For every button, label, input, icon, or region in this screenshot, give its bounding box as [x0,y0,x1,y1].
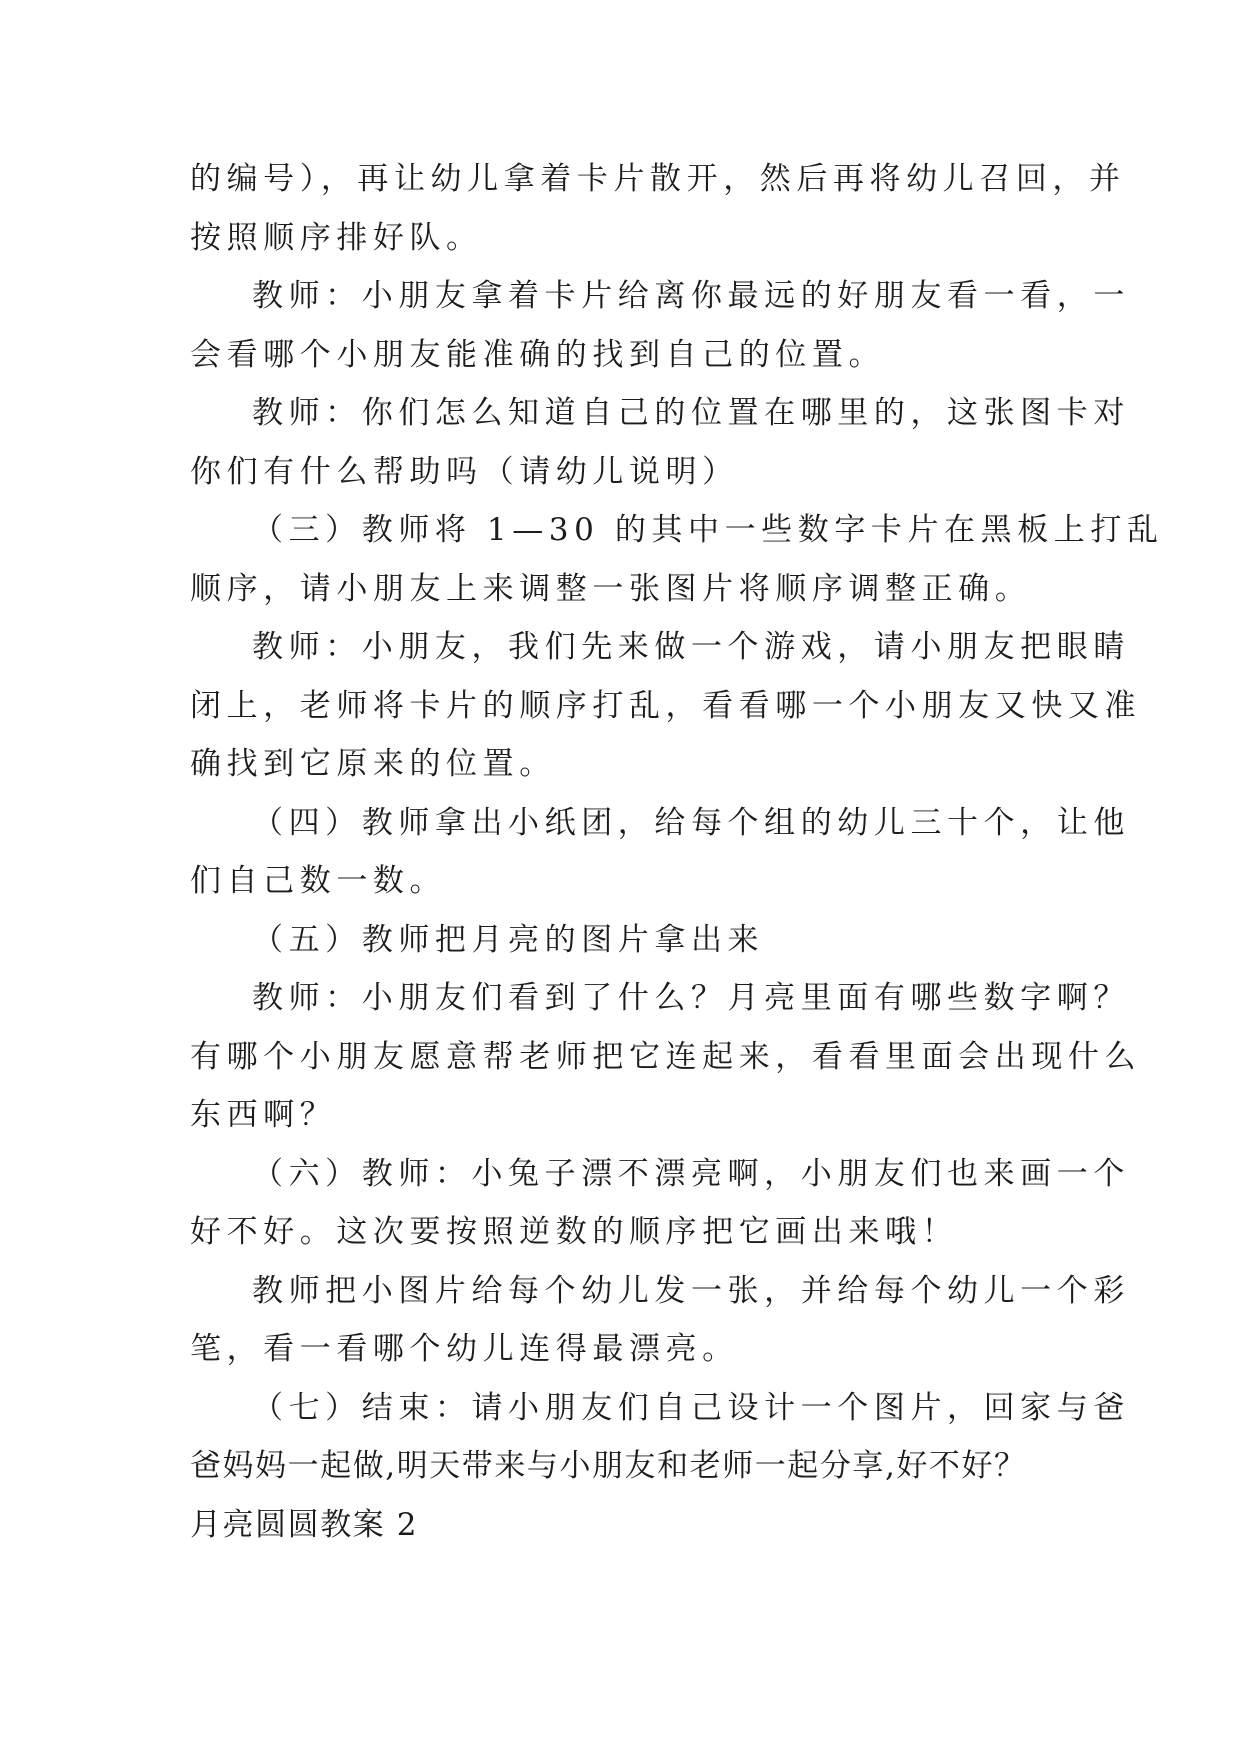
text-line: 好不好。这次要按照逆数的顺序把它画出来哦！ [190,1214,959,1250]
text-line: （六）教师：小兔子漂不漂亮啊，小朋友们也来画一个 [252,1155,1130,1192]
text-line: （三）教师将 1—30 的其中一些数字卡片在黑板上打乱 [252,512,1164,548]
text-line: （七）结束：请小朋友们自己设计一个图片，回家与爸 [252,1389,1130,1426]
text-line: 爸妈妈一起做,明天带来与小朋友和老师一起分享,好不好？ [190,1448,1027,1484]
text-line: 你们有什么帮助吗（请幼儿说明） [190,453,739,490]
document-body [190,150,1164,1554]
text-line: 教师：小朋友们看到了什么？月亮里面有哪些数字啊？ [252,980,1130,1016]
text-line: 有哪个小朋友愿意帮老师把它连起来，看看里面会出现什么 [190,1038,1142,1075]
text-line: 闭上，老师将卡片的顺序打乱，看看哪一个小朋友又快又准 [190,687,1142,724]
text-line: 按照顺序排好队。 [190,219,483,256]
text-line: 笔，看一看哪个幼儿连得最漂亮。 [190,1331,739,1367]
text-line: 顺序，请小朋友上来调整一张图片将顺序调整正确。 [190,570,1032,607]
text-line: 会看哪个小朋友能准确的找到自己的位置。 [190,336,886,373]
text-line: 教师把小图片给每个幼儿发一张，并给每个幼儿一个彩 [252,1272,1130,1309]
text-line: （五）教师把月亮的图片拿出来 [252,921,765,958]
text-line: 教师：小朋友，我们先来做一个游戏，请小朋友把眼睛 [252,629,1130,665]
text-line: 们自己数一数。 [190,863,447,899]
text-line: （四）教师拿出小纸团，给每个组的幼儿三十个，让他 [252,804,1130,841]
text-line: 的编号），再让幼儿拿着卡片散开，然后再将幼儿召回，并 [190,161,1126,197]
text-line: 教师：你们怎么知道自己的位置在哪里的，这张图卡对 [252,395,1130,431]
text-line: 月亮圆圆教案 2 [190,1506,418,1543]
text-line: 教师：小朋友拿着卡片给离你最远的好朋友看一看，一 [252,278,1130,314]
text-line: 东西啊？ [190,1097,337,1133]
text-line: 确找到它原来的位置。 [190,746,556,782]
